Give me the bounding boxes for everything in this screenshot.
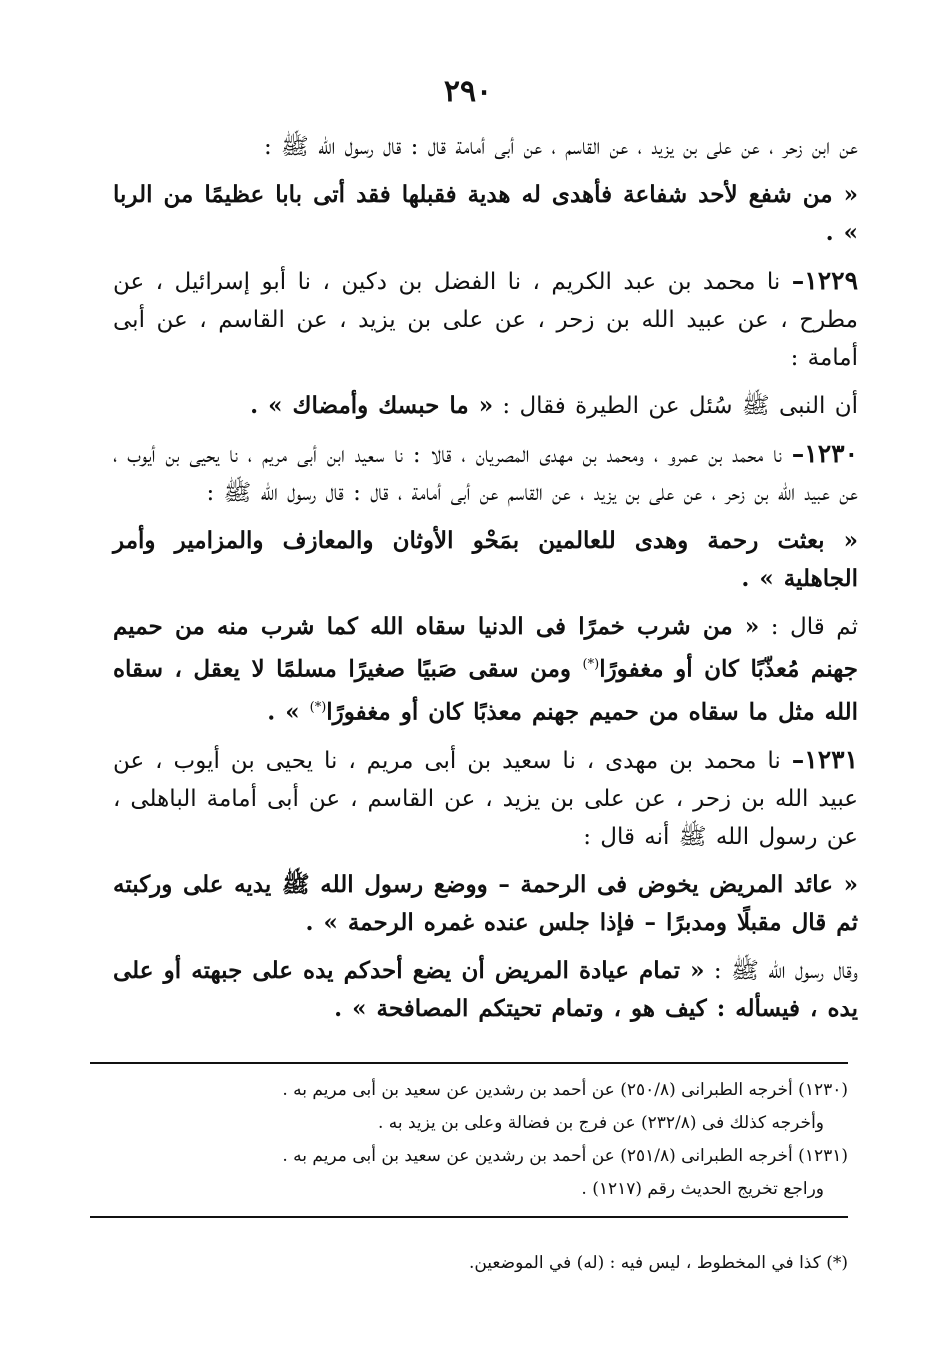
matn-quote-end: » .	[267, 698, 310, 726]
footnote-divider	[90, 1062, 848, 1064]
main-text	[113, 128, 858, 1038]
hadith-1229-matn	[113, 387, 858, 425]
hadith-1231-matn	[113, 952, 858, 1028]
hadith-1230-quote: « بعثت رحمة وهدى للعالمين بمَحْو الأوثان والمعازف والمزامير وأمر الجاهلية » .	[113, 527, 858, 592]
hadith-number: ١٢٣١–	[791, 745, 858, 775]
hadith-number: ١٢٣٠–	[791, 439, 858, 468]
hadith-1229	[113, 262, 858, 377]
hadith-isnad: نا محمد بن عبد الكريم ، نا الفضل بن دكين ، نا أبو إسرائيل ، عن مطرح ، عن عبيد الله بن زحر ، عن على بن يزيد ، عن القاسم ، عن أبى أمامة :	[113, 269, 858, 371]
footnote-divider-bottom	[90, 1216, 848, 1218]
matn-lead: وقال رسول الله ﷺ :	[704, 958, 858, 985]
hadith-1231-quote: « عائد المريض يخوض فى الرحمة – ووضع رسول الله ﷺ يديه على وركبته ثم قال مقبلًا ومدبرًا – فإذا جلس عنده غمره الرحمة » .	[113, 871, 858, 937]
matn-quote: « ما حبسك وأمضاك » .	[250, 392, 494, 419]
matn-lead: ثم قال :	[759, 614, 858, 640]
footnote-manuscript-note: (*) كذا في المخطوط ، ليس فيه : (له) في الموضعين.	[468, 1253, 848, 1273]
hadith-number: ١٢٢٩–	[791, 266, 858, 295]
footnote-ref: (*)	[309, 699, 327, 715]
paragraph-isnad-intro: عن ابن زحر ، عن على بن يزيد ، عن القاسم ، عن أبى أمامة قال : قال رسول الله ﷺ :	[263, 134, 858, 160]
hadith-isnad: نا محمد بن عمرو ، ومحمد بن مهدى المصريان ، قالا : نا سعيد ابن أبى مريم ، نا يحيى بن أيوب ، عن عبيد الله بن زحر ، عن على بن يزيد ، عن القاسم عن أبى أمامة ، قال : قال رسول الله ﷺ :	[113, 442, 858, 506]
matn-quote-part2: ومن سقى صَبيًا صغيرًا مسلمًا لا يعقل ، سقاه الله مثل ما سقاه من حميم جهنم معذبًا كان أو مغفورًا	[113, 655, 858, 726]
matn-quote: « تمام عيادة المريض أن يضع أحدكم يده على جبهته أو على يده ، فيسأله : كيف هو ، وتمام تحيتكم المصافحة » .	[113, 957, 858, 1023]
matn-quote-part1: « من شرب خمرًا فى الدنيا سقاه الله كما شرب منه من حميم جهنم مُعذّبًا كان أو مغفورًا	[113, 613, 858, 683]
footnote-1231-cont: وراجع تخريج الحديث رقم (١٢١٧) .	[581, 1179, 824, 1199]
hadith-quote-shafaa: « من شفع لأحد شفاعة فأهدى له هدية فقبلها فقد أتى بابا عظيمًا من الربا » .	[113, 181, 858, 246]
hadith-1230-matn	[113, 608, 858, 731]
matn-lead: أن النبى ﷺ سُئل عن الطيرة فقال :	[493, 393, 858, 419]
hadith-1231	[113, 741, 858, 856]
hadith-1230	[113, 435, 858, 512]
footnote-1231: (١٢٣١) أخرجه الطبرانى (٢٥١/٨) عن أحمد بن رشدين عن سعيد بن أبى مريم به .	[282, 1146, 848, 1166]
footnote-ref: (*)	[582, 657, 600, 672]
footnote-1230-cont: وأخرجه كذلك فى (٢٣٢/٨) عن فرج بن فضالة وعلى بن يزيد به .	[377, 1113, 824, 1133]
footnote-1230: (١٢٣٠) أخرجه الطبرانى (٢٥٠/٨) عن أحمد بن رشدين عن سعيد بن أبى مريم به .	[282, 1080, 848, 1100]
footnotes	[90, 1074, 848, 1206]
page-number: ٢٩٠	[443, 74, 493, 109]
hadith-isnad: نا محمد بن مهدى ، نا سعيد بن أبى مريم ، نا يحيى بن أيوب ، عن عبيد الله بن زحر ، عن على بن يزيد ، عن القاسم ، عن أبى أمامة الباهلى ، عن رسول الله ﷺ أنه قال :	[113, 748, 858, 851]
